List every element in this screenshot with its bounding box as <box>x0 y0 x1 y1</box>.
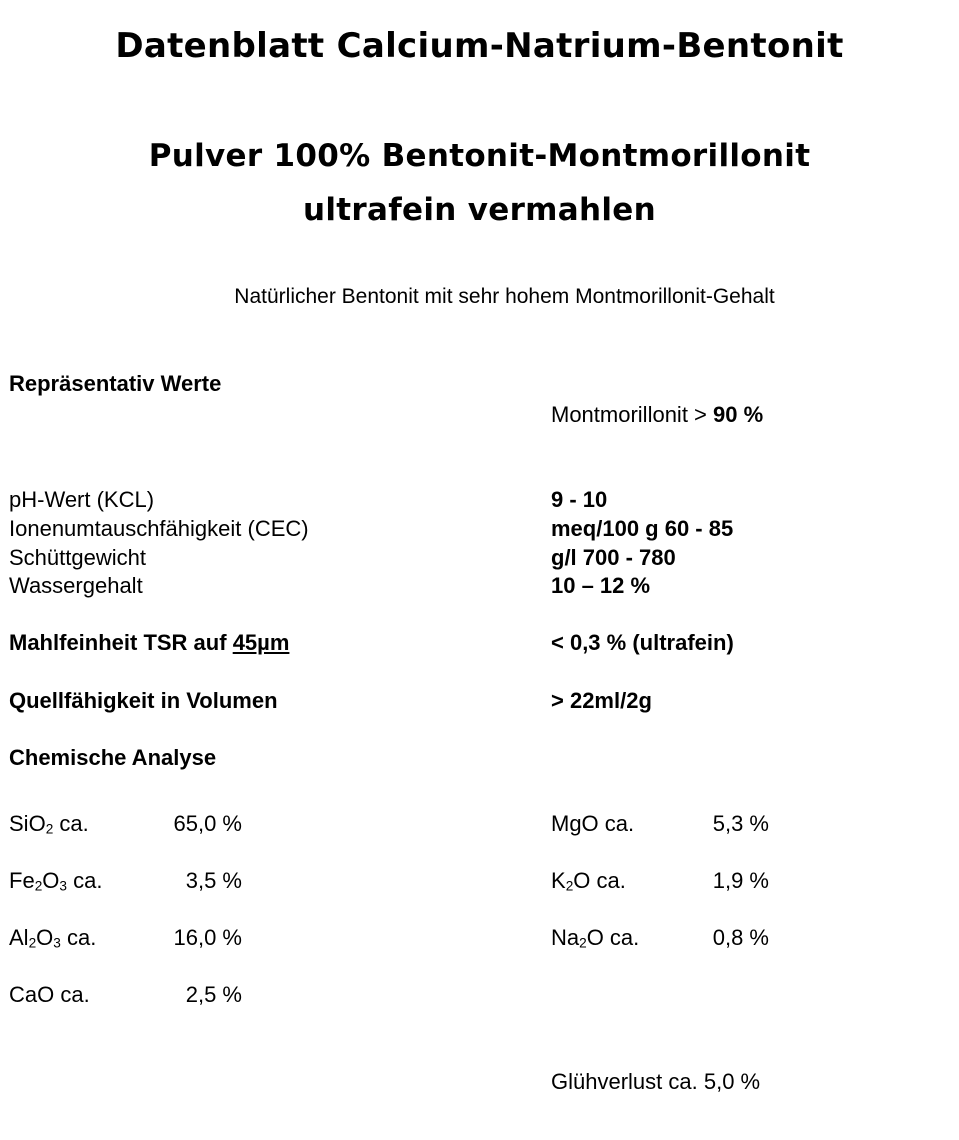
chem-value-fe2o3: 3,5 % <box>185 868 242 893</box>
document-title: Datenblatt Calcium-Natrium-Bentonit <box>115 26 844 66</box>
montmorillonite-value: 90 % <box>713 402 764 427</box>
property-label-water-content: Wassergehalt <box>9 573 143 598</box>
property-value-bulk-density: g/l 700 - 780 <box>551 545 676 570</box>
chem-label-al2o3: $Al_2O_3$ ca. <box>9 925 97 951</box>
property-label-bulk-density: Schüttgewicht <box>9 545 146 570</box>
chemical-heading: Chemische Analyse <box>9 745 217 770</box>
chem-label-fe2o3: $Fe_2O_3$ ca. <box>9 868 103 894</box>
intro-text: Natürlicher Bentonit mit sehr hohem Montmorillonit-Gehalt <box>234 285 775 308</box>
chem-label-cao: CaO ca. <box>9 982 90 1007</box>
product-subtitle-line2: ultrafein vermahlen <box>303 192 656 228</box>
swelling-value: > 22ml/2g <box>551 688 652 713</box>
chem-label-na2o: $Na_2O$ ca. <box>551 925 640 951</box>
montmorillonite-label: Montmorillonit > <box>551 402 714 427</box>
property-label-cec: Ionenumtauschfähigkeit (CEC) <box>9 516 309 541</box>
property-label-ph: pH-Wert (KCL) <box>9 487 155 512</box>
loss-on-ignition: Glühverlust ca. 5,0 % <box>551 1069 761 1094</box>
chem-value-al2o3: 16,0 % <box>173 925 242 950</box>
chem-value-k2o: 1,9 % <box>712 868 769 893</box>
chem-label-sio2: SiO$_2$ ca. <box>9 811 89 837</box>
representative-heading: Repräsentativ Werte <box>9 371 222 396</box>
property-value-ph: 9 - 10 <box>551 487 608 512</box>
grinding-value: < 0,3 % (ultrafein) <box>551 630 734 655</box>
swelling-label: Quellfähigkeit in Volumen <box>9 688 278 713</box>
grinding-mesh-size: 45µm <box>232 630 290 655</box>
property-value-cec: meq/100 g 60 - 85 <box>551 516 734 541</box>
chem-value-na2o: 0,8 % <box>712 925 769 950</box>
product-subtitle-line1: Pulver 100% Bentonit-Montmorillonit <box>148 138 811 174</box>
property-value-water-content: 10 – 12 % <box>551 573 651 598</box>
chem-label-mgo: MgO ca. <box>551 811 635 836</box>
montmorillonite-row <box>551 402 763 428</box>
grinding-label: Mahlfeinheit TSR auf 45µm <box>9 630 290 655</box>
chem-value-mgo: 5,3 % <box>712 811 769 836</box>
chem-value-cao: 2,5 % <box>185 982 242 1007</box>
chem-label-k2o: $K_2O$ ca. <box>551 868 626 894</box>
chem-value-sio2: 65,0 % <box>173 811 242 836</box>
